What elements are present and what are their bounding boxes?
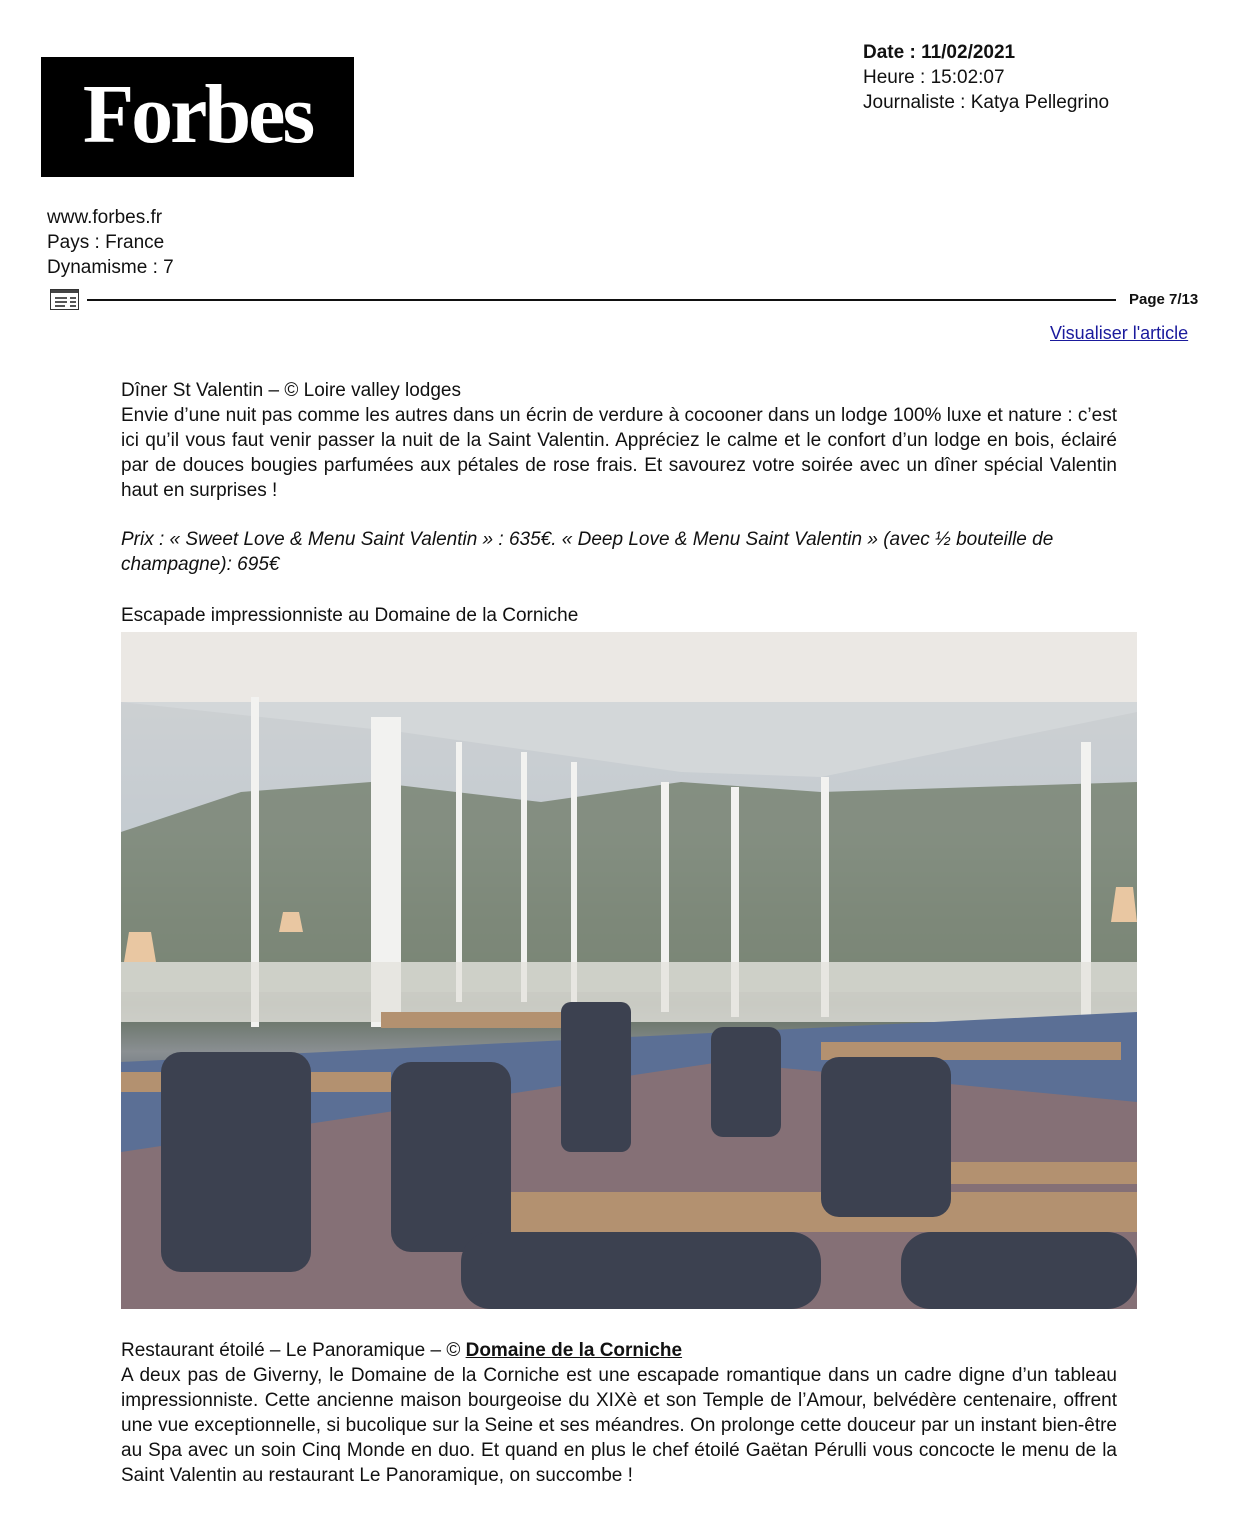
- restaurant-photo: [121, 632, 1137, 1309]
- dynamism-label: Dynamisme : 7: [47, 257, 174, 278]
- section1-title: Dîner St Valentin – © Loire valley lodges: [121, 380, 461, 401]
- view-article-link[interactable]: Visualiser l'article: [1050, 323, 1189, 343]
- time-label: Heure : 15:02:07: [863, 67, 1005, 88]
- section1-body: Envie d’une nuit pas comme les autres dans un écrin de verdure à cocooner dans un lodge 100% luxe et nature : c’est ici qu’il vous faut venir passer la nuit de la Saint Valentin. Appréciez le calme et le confort d’un lodge en bois, éclairé par de douces bougies parfumées aux pétales de rose frais. Et savourez votre soirée avec un dîner spécial Valentin haut en surprises !: [121, 405, 1117, 501]
- photo-caption: [121, 1338, 1117, 1363]
- article-icon: [50, 289, 79, 310]
- article-meta: [863, 40, 1109, 115]
- header-divider: [87, 299, 1116, 301]
- date-label: Date : 11/02/2021: [863, 42, 1016, 63]
- caption-prefix: Restaurant étoilé – Le Panoramique – ©: [121, 1340, 466, 1361]
- section-loire: [121, 378, 1117, 503]
- section2-body: A deux pas de Giverny, le Domaine de la Corniche est une escapade romantique dans un cadre digne d’un tableau impressionniste. Cette ancienne maison bourgeoise du XIXè et son Temple de l’Amour, belvédère centenaire, offrent une vue exceptionnelle, si bucolique sur la Seine et ses méandres. On prolonge cette douceur par un instant bien-être au Spa avec un soin Cinq Monde en duo. Et quand en plus le chef étoilé Gaëtan Pérulli vous concocte le menu de la Saint Valentin au restaurant Le Panoramique, on succombe !: [121, 1365, 1117, 1486]
- country-label: Pays : France: [47, 232, 165, 253]
- restaurant-illustration: [121, 632, 1137, 1309]
- logo-text: Forbes: [82, 68, 313, 161]
- website-label: www.forbes.fr: [47, 207, 163, 228]
- section2-title: Escapade impressionniste au Domaine de la Corniche: [121, 605, 579, 626]
- caption-link[interactable]: Domaine de la Corniche: [465, 1340, 683, 1361]
- section-corniche: [121, 1338, 1117, 1488]
- page-number: Page 7/13: [1129, 291, 1199, 308]
- prices-text: Prix : « Sweet Love & Menu Saint Valentin » : 635€. « Deep Love & Menu Saint Valentin » (avec ½ bouteille de champagne): 695€: [121, 529, 1054, 575]
- journalist-label: Journaliste : Katya Pellegrino: [863, 92, 1110, 113]
- forbes-logo: [41, 57, 354, 177]
- source-meta: [47, 205, 174, 280]
